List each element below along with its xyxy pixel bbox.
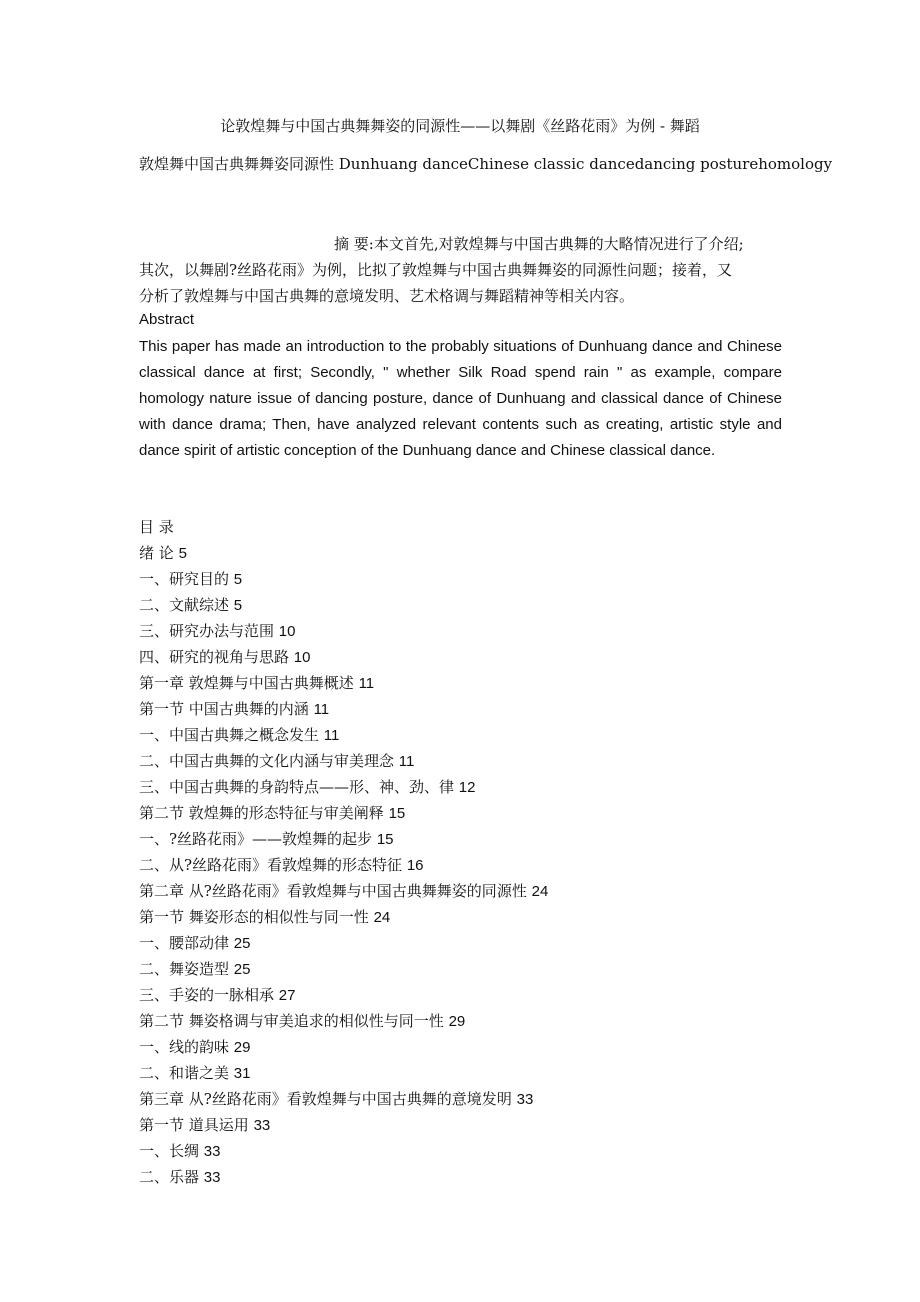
toc-entry-page-number: 11 bbox=[358, 675, 375, 692]
toc-entry bbox=[139, 1036, 779, 1062]
toc-entry bbox=[139, 1140, 779, 1166]
toc-entry-page-number: 27 bbox=[278, 987, 296, 1004]
chinese-abstract-line-3: 分析了敦煌舞与中国古典舞的意境发明、艺术格调与舞蹈精神等相关内容。 bbox=[139, 287, 635, 305]
toc-entry-page-number: 10 bbox=[278, 623, 296, 640]
toc-entry bbox=[139, 880, 779, 906]
toc-heading: 目 录 bbox=[139, 518, 174, 536]
toc-entry-title: 二、文献综述 bbox=[139, 596, 230, 614]
toc-entry bbox=[139, 984, 779, 1010]
toc-entry-page-number: 31 bbox=[233, 1065, 251, 1082]
toc-entry-title: 第三章 从?丝路花雨》看敦煌舞与中国古典舞的意境发明 bbox=[139, 1090, 512, 1108]
toc-entry bbox=[139, 906, 779, 932]
toc-entry-page-number: 33 bbox=[516, 1091, 534, 1108]
toc-entry-title: 一、线的韵味 bbox=[139, 1038, 230, 1056]
toc-entry-page-number: 16 bbox=[406, 857, 424, 874]
toc-entry-page-number: 5 bbox=[233, 571, 243, 588]
toc-entry-title: 一、长绸 bbox=[139, 1142, 200, 1160]
table-of-contents bbox=[139, 516, 779, 1192]
chinese-abstract bbox=[139, 231, 782, 309]
toc-entry bbox=[139, 594, 779, 620]
toc-entry-title: 三、中国古典舞的身韵特点——形、神、劲、律 bbox=[139, 778, 455, 796]
toc-entry-page-number: 25 bbox=[233, 961, 251, 978]
toc-entry-page-number: 5 bbox=[233, 597, 243, 614]
toc-entry-page-number: 11 bbox=[398, 753, 415, 770]
toc-entry-title: 一、腰部动律 bbox=[139, 934, 230, 952]
toc-entry-page-number: 11 bbox=[323, 727, 340, 744]
toc-entry-title: 二、乐器 bbox=[139, 1168, 200, 1186]
toc-entry-title: 第二节 舞姿格调与审美追求的相似性与同一性 bbox=[139, 1012, 444, 1030]
document-title: 论敦煌舞与中国古典舞舞姿的同源性——以舞剧《丝路花雨》为例 - 舞蹈 bbox=[220, 117, 700, 135]
toc-entry-page-number: 24 bbox=[531, 883, 549, 900]
toc-entry bbox=[139, 542, 779, 568]
toc-entry-title: 第二节 敦煌舞的形态特征与审美阐释 bbox=[139, 804, 384, 822]
toc-entry-title: 绪 论 bbox=[139, 544, 174, 562]
toc-entry bbox=[139, 724, 779, 750]
toc-entry bbox=[139, 1088, 779, 1114]
toc-entry-page-number: 11 bbox=[313, 701, 330, 718]
toc-entry bbox=[139, 750, 779, 776]
toc-entry-page-number: 29 bbox=[448, 1013, 466, 1030]
toc-entry-title: 三、手姿的一脉相承 bbox=[139, 986, 275, 1004]
toc-entry-title: 四、研究的视角与思路 bbox=[139, 648, 290, 666]
toc-entry bbox=[139, 1062, 779, 1088]
keywords-line: 敦煌舞中国古典舞舞姿同源性 Dunhuang danceChinese classic dancedancing posturehomology bbox=[139, 155, 833, 173]
toc-list bbox=[139, 542, 779, 1192]
toc-entry bbox=[139, 1114, 779, 1140]
toc-entry bbox=[139, 1010, 779, 1036]
toc-entry-title: 第一节 中国古典舞的内涵 bbox=[139, 700, 309, 718]
toc-entry-page-number: 25 bbox=[233, 935, 251, 952]
toc-entry bbox=[139, 828, 779, 854]
toc-entry-page-number: 29 bbox=[233, 1039, 251, 1056]
toc-entry-title: 二、中国古典舞的文化内涵与审美理念 bbox=[139, 752, 395, 770]
chinese-abstract-line-1: 摘 要:本文首先,对敦煌舞与中国古典舞的大略情况进行了介绍; bbox=[334, 235, 744, 253]
toc-entry bbox=[139, 646, 779, 672]
toc-entry-page-number: 33 bbox=[203, 1169, 221, 1186]
chinese-abstract-line-2: 其次，以舞剧?丝路花雨》为例，比拟了敦煌舞与中国古典舞舞姿的同源性问题；接着，又 bbox=[139, 261, 733, 279]
toc-entry-page-number: 33 bbox=[203, 1143, 221, 1160]
toc-entry-page-number: 33 bbox=[253, 1117, 271, 1134]
toc-entry-page-number: 15 bbox=[388, 805, 406, 822]
toc-entry-title: 一、?丝路花雨》——敦煌舞的起步 bbox=[139, 830, 373, 848]
toc-entry-title: 一、中国古典舞之概念发生 bbox=[139, 726, 320, 744]
toc-entry bbox=[139, 568, 779, 594]
toc-entry-page-number: 12 bbox=[458, 779, 476, 796]
english-abstract: This paper has made an introduction to the probably situations of Dunhuang dance and Chinese classical dance at first; Secondly, " whether Silk Road spend rain " as example, compare homology nature issue of dancing posture, dance of Dunhuang and classical dance of Chinese with dance drama; Then, have analyzed relevant contents such as creating, artistic style and dance spirit of artistic conception of the Dunhuang dance and Chinese classical dance. bbox=[139, 338, 782, 459]
abstract-heading: Abstract bbox=[139, 311, 195, 328]
toc-entry-page-number: 5 bbox=[178, 545, 187, 562]
toc-entry-title: 第一节 舞姿形态的相似性与同一性 bbox=[139, 908, 369, 926]
toc-entry bbox=[139, 620, 779, 646]
toc-entry bbox=[139, 776, 779, 802]
toc-entry-title: 第一章 敦煌舞与中国古典舞概述 bbox=[139, 674, 354, 692]
toc-entry-title: 三、研究办法与范围 bbox=[139, 622, 275, 640]
toc-entry-page-number: 15 bbox=[376, 831, 394, 848]
toc-entry-title: 第一节 道具运用 bbox=[139, 1116, 249, 1134]
toc-entry bbox=[139, 958, 779, 984]
toc-entry bbox=[139, 672, 779, 698]
toc-entry-title: 二、和谐之美 bbox=[139, 1064, 230, 1082]
toc-entry-title: 二、舞姿造型 bbox=[139, 960, 230, 978]
toc-entry bbox=[139, 932, 779, 958]
toc-entry bbox=[139, 698, 779, 724]
toc-entry bbox=[139, 854, 779, 880]
toc-entry-page-number: 24 bbox=[373, 909, 391, 926]
toc-entry-title: 一、研究目的 bbox=[139, 570, 230, 588]
toc-entry-page-number: 10 bbox=[293, 649, 311, 666]
toc-entry bbox=[139, 1166, 779, 1192]
toc-entry-title: 二、从?丝路花雨》看敦煌舞的形态特征 bbox=[139, 856, 403, 874]
toc-entry bbox=[139, 802, 779, 828]
toc-entry-title: 第二章 从?丝路花雨》看敦煌舞与中国古典舞舞姿的同源性 bbox=[139, 882, 527, 900]
